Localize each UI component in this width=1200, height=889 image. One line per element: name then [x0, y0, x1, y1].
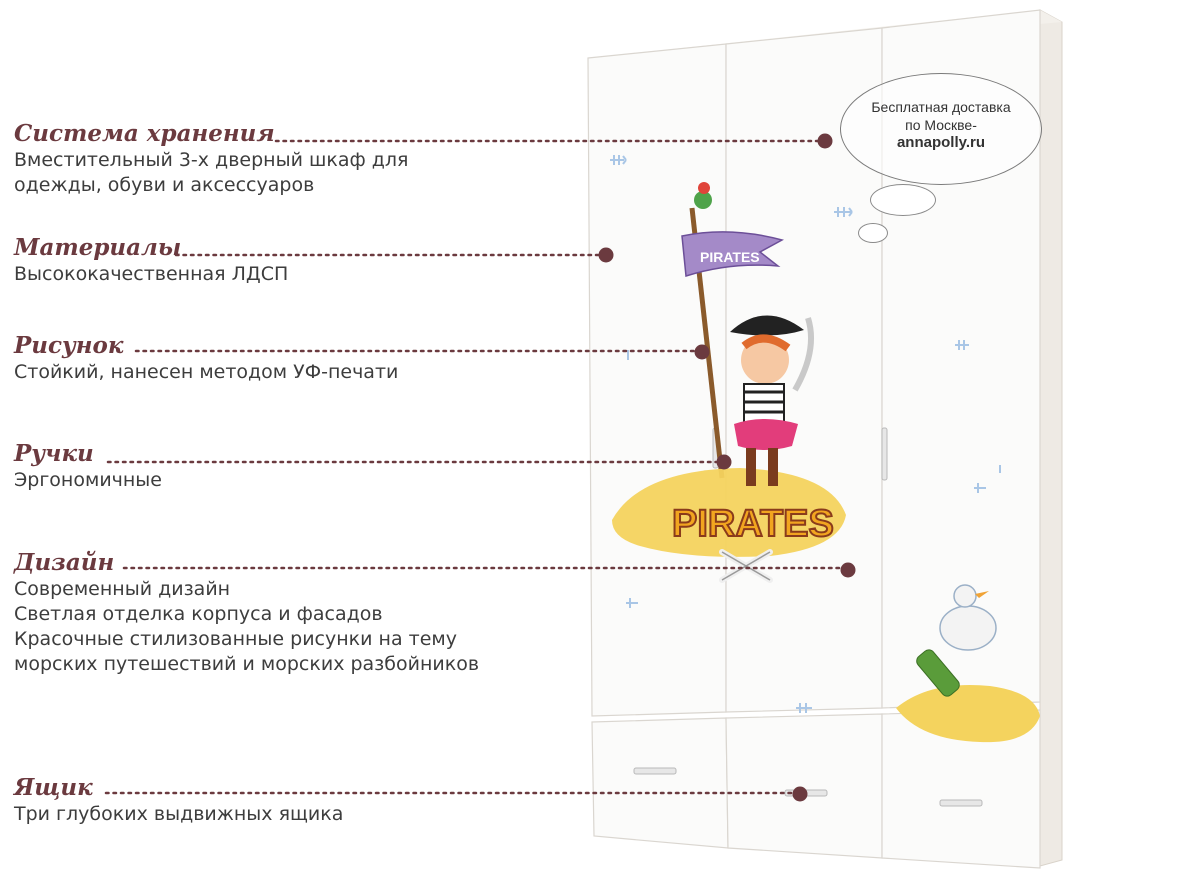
drawer-handle-right[interactable]	[940, 800, 982, 806]
feature-print	[14, 332, 398, 385]
drawer-middle	[726, 714, 882, 858]
feature-drawer	[14, 774, 343, 827]
feature-title: Ящик	[14, 774, 93, 801]
delivery-line-1: Бесплатная доставка	[871, 99, 1011, 115]
flag-text: PIRATES	[700, 249, 760, 265]
door-left	[588, 44, 726, 716]
feature-desc-line: Эргономичные	[14, 469, 163, 491]
feature-desc-line: Вместительный 3-х дверный шкаф для	[14, 149, 409, 171]
feature-desc-line: одежды, обуви и аксессуаров	[14, 174, 315, 196]
feature-title: Рисунок	[14, 332, 124, 359]
bubble-small-1	[870, 184, 936, 216]
feature-title: Ручки	[14, 440, 94, 467]
feature-desc-line: Светлая отделка корпуса и фасадов	[14, 603, 383, 625]
feature-materials	[14, 234, 288, 287]
feature-desc-line: Современный дизайн	[14, 578, 231, 600]
feature-title: Система хранения	[14, 120, 275, 147]
feature-title: Материалы	[14, 234, 182, 261]
drawer-handle-left[interactable]	[634, 768, 676, 774]
feature-desc-line: морских путешествий и морских разбойников	[14, 653, 480, 675]
feature-desc-line: Высококачественная ЛДСП	[14, 263, 289, 285]
door-handle-right[interactable]	[882, 428, 887, 480]
delivery-bubble	[840, 73, 1042, 185]
wardrobe-side	[1040, 10, 1062, 866]
delivery-site[interactable]: annapolly.ru	[896, 134, 986, 151]
delivery-line-2: по Москве-	[905, 117, 977, 133]
feature-desc-line: Стойкий, нанесен методом УФ-печати	[14, 361, 399, 383]
feature-handles	[14, 440, 162, 493]
island-text: PIRATES	[672, 503, 834, 545]
feature-desc-line: Три глубоких выдвижных ящика	[14, 803, 344, 825]
feature-design	[14, 549, 479, 677]
drawer-left	[592, 718, 728, 848]
feature-storage	[14, 120, 408, 198]
feature-desc-line: Красочные стилизованные рисунки на тему	[14, 628, 457, 650]
bubble-small-2	[858, 223, 888, 243]
feature-title: Дизайн	[14, 549, 115, 576]
